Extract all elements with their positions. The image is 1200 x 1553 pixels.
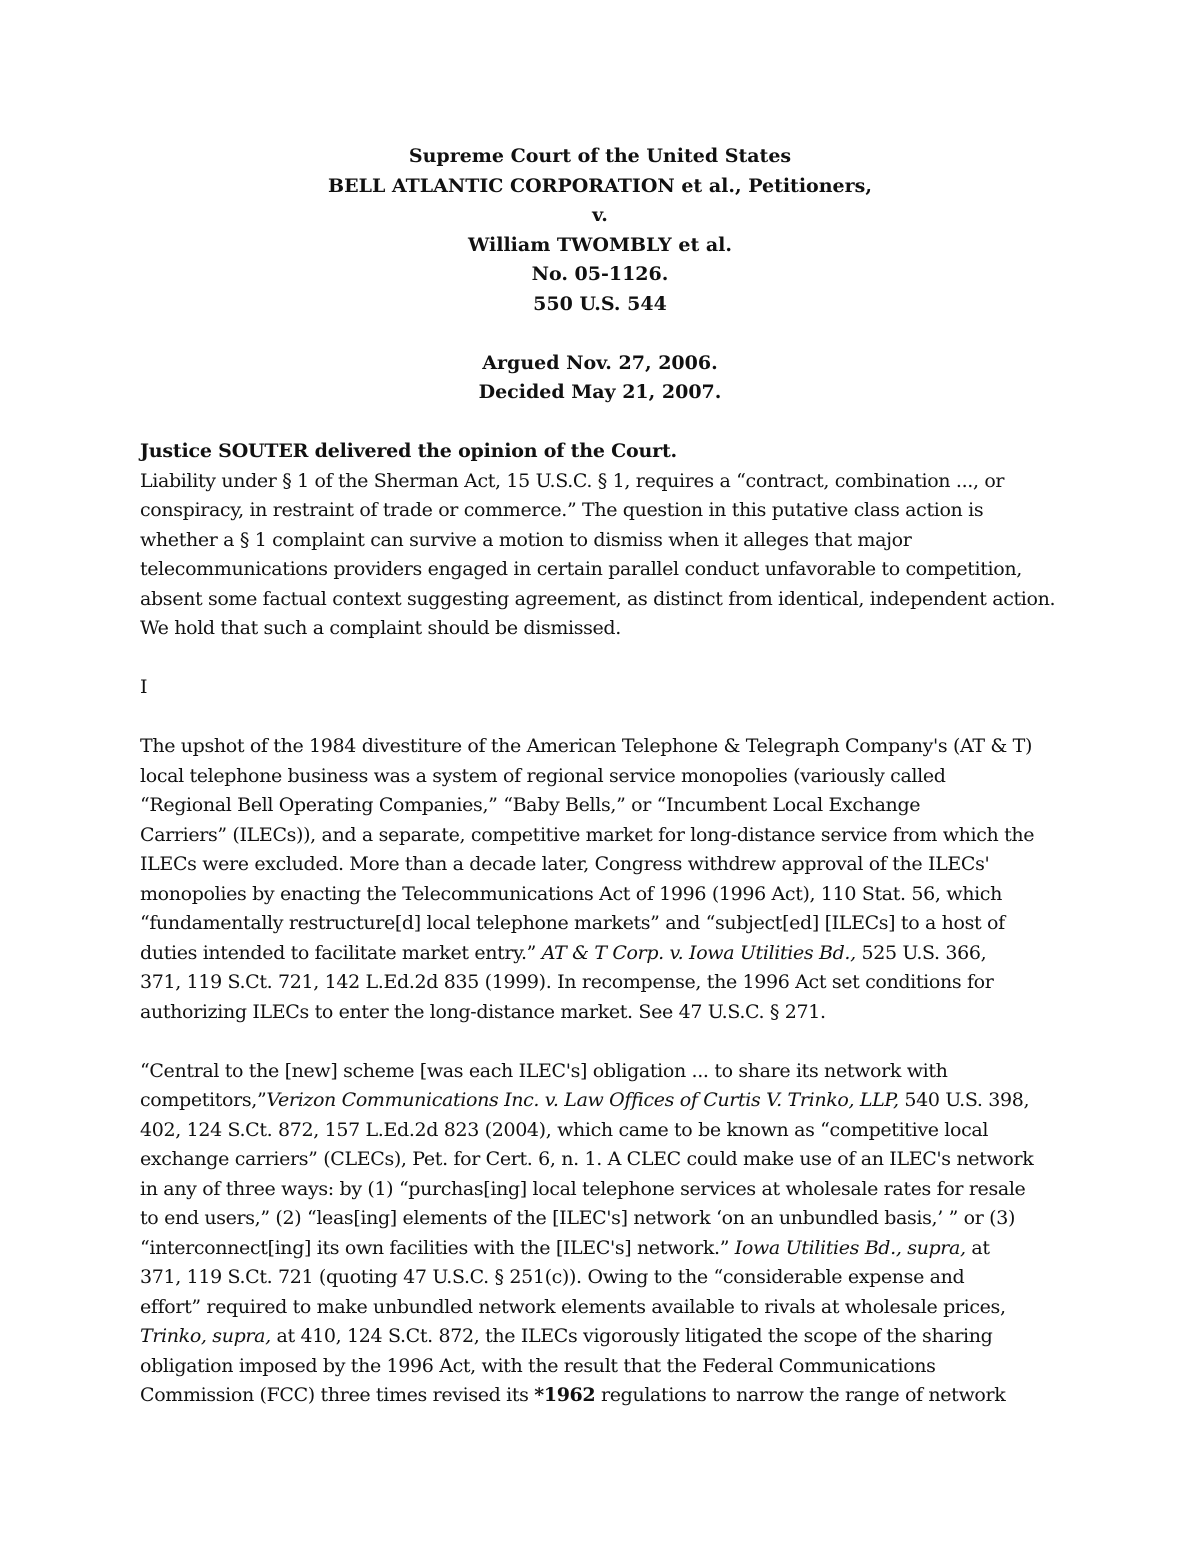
docket-number: No. 05-1126. [531,263,669,285]
caption-spacer [140,319,1060,349]
text-run: 525 U.S. 366, [855,941,987,964]
opinion-heading: Justice SOUTER delivered the opinion of the Court. [140,440,677,462]
paragraph-3 [140,1057,1080,1411]
text-line: effort” required to make unbundled network elements available to rivals at wholesale prices, [140,1295,1006,1318]
text-line: exchange carriers” (CLECs), Pet. for Cert. 6, n. 1. A CLEC could make use of an ILEC's network [140,1148,1034,1170]
text-line [140,1322,1080,1352]
text-line: whether a § 1 complaint can survive a motion to dismiss when it alleges that major [140,528,912,551]
paragraph-spacer [140,1027,1080,1057]
text-line [140,939,1080,969]
text-run: at [965,1236,990,1259]
text-line [140,1086,1080,1116]
petitioners: BELL ATLANTIC CORPORATION et al., Petitioners, [328,174,872,197]
text-line: local telephone business was a system of regional service monopolies (variously called [140,764,946,787]
argued-date: Argued Nov. 27, 2006. [482,351,718,374]
text-line: Liability under § 1 of the Sherman Act, 15 U.S.C. § 1, requires a “contract, combination ..., or [140,469,1005,492]
paragraph-spacer [140,644,1080,674]
text-line: “Central to the [new] scheme [was each ILEC's] obligation ... to share its network with [140,1059,948,1082]
text-run: duties intended to facilitate market entry.” [140,941,542,964]
court-name: Supreme Court of the United States [408,145,792,167]
text-run: competitors,” [140,1089,267,1111]
text-run: at 410, 124 S.Ct. 872, the ILECs vigorously litigated the scope of the sharing [270,1325,993,1347]
opinion-body [140,437,1080,1411]
text-line: 371, 119 S.Ct. 721 (quoting 47 U.S.C. § 251(c)). Owing to the “considerable expense and [140,1266,965,1288]
text-line: obligation imposed by the 1996 Act, with the result that the Federal Communications [140,1354,936,1377]
text-line: conspiracy, in restraint of trade or commerce.” The question in this putative class action is [140,499,984,521]
text-line: We hold that such a complaint should be dismissed. [140,617,621,639]
text-line: 402, 124 S.Ct. 872, 157 L.Ed.2d 823 (2004), which came to be known as “competitive local [140,1118,989,1141]
text-line: to end users,” (2) “leas[ing] elements of the [ILEC's] network ‘on an unbundled basis,’ ” or (3) [140,1207,1016,1229]
text-line: absent some factual context suggesting agreement, as distinct from identical, independent action. [140,587,1056,610]
text-line: 371, 119 S.Ct. 721, 142 L.Ed.2d 835 (1999). In recompense, the 1996 Act set conditions for [140,971,994,993]
case-citation: AT & T Corp. v. Iowa Utilities Bd., [541,941,856,964]
case-citation: Verizon Communications Inc. v. Law Offices of Curtis V. Trinko, LLP, [266,1089,899,1111]
paragraph-spacer [140,703,1080,733]
text-line: “Regional Bell Operating Companies,” “Baby Bells,” or “Incumbent Local Exchange [140,794,921,816]
case-citation: Iowa Utilities Bd., supra, [734,1236,966,1259]
text-line: authorizing ILECs to enter the long-distance market. See 47 U.S.C. § 271. [140,1000,826,1023]
text-line: ILECs were excluded. More than a decade later, Congress withdrew approval of the ILECs' [140,853,990,875]
text-line: “fundamentally restructure[d] local telephone markets” and “subject[ed] [ILECs] to a host of [140,912,1005,934]
case-caption [140,142,1060,408]
decided-date: Decided May 21, 2007. [478,381,722,403]
text-line: The upshot of the 1984 divestiture of the American Telephone & Telegraph Company's (AT & T) [140,735,1033,757]
text-run: “interconnect[ing] its own facilities with the [ILEC's] network.” [140,1236,735,1259]
text-run: 540 U.S. 398, [898,1089,1030,1111]
text-run: regulations to narrow the range of network [595,1384,1006,1406]
versus: v. [592,204,608,226]
text-run: Commission (FCC) three times revised its [140,1384,535,1406]
respondents: William TWOMBLY et al. [468,233,732,256]
reporter-citation: 550 U.S. 544 [533,292,667,315]
text-line: monopolies by enacting the Telecommunications Act of 1996 (1996 Act), 110 Stat. 56, which [140,882,1002,905]
star-page-marker: *1962 [534,1384,596,1406]
case-citation: Trinko, supra, [140,1325,271,1347]
text-line: in any of three ways: by (1) “purchas[ing] local telephone services at wholesale rates for resale [140,1177,1026,1200]
paragraph-2 [140,732,1080,1027]
text-line: telecommunications providers engaged in certain parallel conduct unfavorable to competition, [140,558,1022,580]
text-line [140,1234,1080,1264]
text-line: Carriers” (ILECs)), and a separate, competitive market for long-distance service from which the [140,823,1035,846]
paragraph-1 [140,467,1080,644]
text-line [140,1381,1080,1411]
section-marker: I [140,676,148,698]
